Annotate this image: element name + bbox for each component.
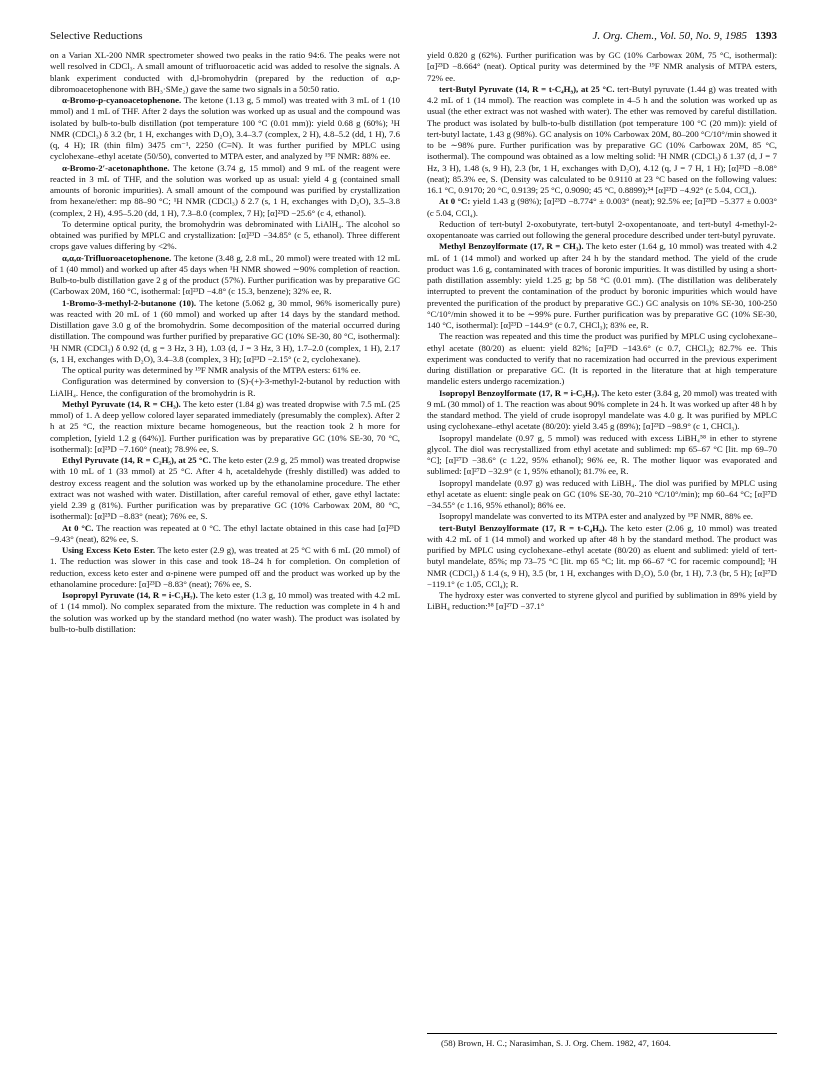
paragraph-text: yield 1.43 g (98%); [α]²³D −8.774° ± 0.003° (neat); 92.5% ee; [α]²³D −5.377 ± 0.003° (c 5.04, CCl₄). <box>427 196 777 218</box>
paragraph-text: Reduction of tert-butyl 2-oxobutyrate, tert-butyl 2-oxopentanoate, and tert-butyl 4-methyl-2-oxopentanoate was carried out following the general procedure described under tert-butyl pyruvate. <box>427 218 777 240</box>
paragraph <box>50 253 400 298</box>
running-title: Selective Reductions <box>50 30 143 42</box>
paragraph-text: Configuration was determined by conversion to (S)-(+)-3-methyl-2-butanol by reduction with LiAlH₄. Hence, the configuration of the bromohydrin is R. <box>50 376 400 398</box>
paragraph <box>50 50 400 95</box>
paragraph <box>50 365 400 376</box>
paragraph <box>427 50 777 84</box>
paragraph-heading: Isopropyl Pyruvate (14, R = i-C₃H₇). <box>62 590 198 600</box>
footnote-divider <box>427 1033 777 1034</box>
paragraph-heading: tert-Butyl Pyruvate (14, R = t-C₄H₉), at 25 °C. <box>439 83 615 94</box>
paragraph-text: To determine optical purity, the bromohydrin was debrominated with LiAlH₄. The alcohol so obtained was purified by MPLC and crystallization: [α]²³D −34.85° (c 5, ethanol). Three different crops gave values differing by <2%. <box>50 218 400 252</box>
paragraph-text: The keto ester (3.84 g, 20 mmol) was treated with 9 mL (30 mmol) of 1. The reaction was about 90% complete in 24 h. It was worked up after 48 h by the standard method. The yield of crude isopropyl mandelate was 4.0 g. It was purified by MPLC using cyclohexane–ethyl acetate (80/20): yield 3.45 g (89%); [α]²³D −98.9° (c 1, CHCl₃). <box>427 387 777 432</box>
running-header <box>50 30 777 46</box>
paragraph-text: The keto ester (1.64 g, 10 mmol) was treated with 4.2 mL of 1 (14 mmol) and worked up after 24 h by the standard method. The yield of the crude product was 1.6 g, contaminated with traces of boronic impurities. It was distilled by using a short-path distillation assembly: yield 1.25 g; bp 58 °C (0.01 mm). (The distillation was deliberately interrupted to prevent the contamination of the product by boronic impurities which would have prevented the purification of the product by preparative GC.) GC analysis on 10% SE-30, 100-250 °C/10°/min showed it to be ∼99% pure. Further purification was by preparative GC (10% SE-30, 140 °C, isothermal): [α]²³D −144.9° (c 0.7, CHCl₃); 83% ee, R. <box>427 241 777 330</box>
paragraph-text: The keto ester (2.9 g, 25 mmol) was treated dropwise with 10 mL of 1 (33 mmol) at 25 °C. After 4 h, acetaldehyde (freshly distilled) was added to destroy excess reagent and the solution was worked up by the ethanolamine procedure. The ether extract was not washed with water. Distillation, after careful removal of ether, gave ethyl lactate: yield 2.39 g (81%). Further purification was by preparative GC (10% Carbowax 20M, 80 °C, isothermal): [α]²⁵D −8.83° (neat); 76% ee, S. <box>50 455 400 522</box>
paragraph <box>50 163 400 219</box>
paragraph-text: Isopropyl mandelate (0.97 g, 5 mmol) was reduced with excess LiBH₄⁵⁸ in ether to styrene glycol. The diol was recrystallized from ethyl acetate and sublimed: mp 65–67 °C [lit. mp 69–70 °C]; [α]²⁷D −38.6° (c 1.22, 95% ethanol); 96% ee, R. The mother liquor was evaporated and sublimed: [α]²⁷D −32.9° (c 1, 95% ethanol); 81.7% ee, R. <box>427 432 777 477</box>
paragraph <box>50 399 400 455</box>
paragraph-text: The ketone (3.48 g, 2.8 mL, 20 mmol) were treated with 12 mL of 1 (40 mmol) and worked up after 45 days when ¹H NMR showed ∼90% completion of reaction. Bulb-to-bulb distillation gave 2 g of the product (57%). Further purification was by preparative GC (Carbowax 20M, 160 °C, isothermal: [α]²³D −4.8° (c 15.3, benzene); 32% ee, R. <box>50 252 400 297</box>
paragraph <box>427 241 777 331</box>
paragraph-heading: Ethyl Pyruvate (14, R = C₂H₅), at 25 °C. <box>62 455 211 465</box>
paragraph-text: The optical purity was determined by ¹⁹F NMR analysis of the MTPA esters: 61% ee. <box>62 365 361 375</box>
paragraph <box>50 376 400 399</box>
paragraph-heading: At 0 °C. <box>62 522 94 533</box>
paragraph <box>427 84 777 197</box>
paragraph-text: The reaction was repeated and this time the product was purified by MPLC using cyclohexane–ethyl acetate (80/20) as eluent: yield 82%; [α]²³D −143.6° (c 0.7, CHCl₃); 82.7% ee. This experiment was conducted to verify that no racemization had occurred in the previous experiment during distillation or preparative GC. (It is reported in the literature that at high temperature mandelic esters undergo racemization.) <box>427 331 777 387</box>
paragraph-text: The ketone (5.062 g, 30 mmol, 96% isomerically pure) was reacted with 20 mL of 1 (60 mmol) and worked up after 14 days by the standard method. Distillation gave 3.0 g of the bromohydrin. Some decomposition of the material occurred during distillation. The compound was further purified by preparative GC (10% SE-30, 80 °C, isothermal): ¹H NMR (CDCl₃) δ 0.92 (d, g = 3 Hz, 3 H), 1.03 (d, J = 3 Hz, 3 H), 1.7–2.0 (complex, 1 H), 2.17 (s, 1 H, exchanges with D₂O), 3.4–3.8 (complex, 3 H); [α]²³D −2.15° (c 2, cyclohexane). <box>50 297 400 364</box>
paragraph-heading: α,α,α-Trifluoroacetophenone. <box>62 252 172 263</box>
paragraph <box>427 523 777 591</box>
paragraph-text: Isopropyl mandelate was converted to its MTPA ester and analyzed by ¹⁹F NMR, 88% ee. <box>439 511 753 522</box>
paragraph <box>427 511 777 522</box>
paragraph-text: yield 0.820 g (62%). Further purification was by GC (10% Carbowax 20M, 75 °C, isothermal): [α]²³D −8.664° (neat). Optical purity was determined by the ¹⁹F NMR analysis of MTPA esters, 72% ee. <box>427 50 777 83</box>
paragraph <box>427 478 777 512</box>
right-column <box>427 50 777 613</box>
paragraph <box>50 298 400 366</box>
paragraph-text: The ketone (3.74 g, 15 mmol) and 9 mL of the reagent were reacted in 3 mL of THF, and the solution was worked up as usual: yield 4 g (contained small amounts of boronic impurities). A small amount of the compound was purified by crystallization from hexane/ether: mp 88–90 °C; ¹H NMR (CDCl₃) δ 2.7 (s, 1 H, exchanges with D₂O), 3.5–3.8 (complex, 2 H), 4.95–5.20 (dd, 1 H), 7.3–8.0 (complex, 7 H); [α]²³D −25.6° (c 4, ethanol). <box>50 162 400 218</box>
paragraph-text: The hydroxy ester was converted to styrene glycol and purified by sublimation in 89% yield by LiBH₄ reduction:⁵⁸ [α]²⁷D −37.1° <box>427 590 777 612</box>
paragraph <box>50 545 400 590</box>
paragraph-text: tert-Butyl pyruvate (1.44 g) was treated with 4.2 mL of 1 (14 mmol). The reaction was complete in 4–5 h and the solution was worked up as usual (the ether extract was not washed with water). The ether was removed by careful distillation. The product was isolated by bulb-to-bulb distillation (pot temperature 100 °C (20 mm)): yield of tert-butyl lactate, 1.43 g (98%). GC analysis on 10% Carbowax 20M, 80–200 °C/10°/min showed it to be ∼98% pure. Further purification was by preparative GC (10% Carbowax 20M, 85 °C, isothermal). The compound was obtained as a low melting solid: ¹H NMR (CDCl₃) δ 1.37 (d, J = 7 Hz, 3 H), 1.48 (s, 9 H), 2.3 (br, 1 H, exchanges with D₂O), 4.12 (q, J = 7 H, 1 H); [α]²³D −8.08° (neat); 85.3% ee, S. (Density was calculated to be 0.9110 at 23 °C based on the following values: 16.1 °C, 0.9170; 20 °C, 0.9139; 25 °C, 0.9090; 45 °C, 0.8899);³⁴ [α]²³D −4.92° (c 5.04, CCl₄). <box>427 83 777 195</box>
paragraph-text: The ketone (1.13 g, 5 mmol) was treated with 3 mL of 1 (10 mmol) and 1 mL of THF. After 2 days the solution was worked up as usual and the compound was isolated by bulb-to-bulb distillation (pot temperature 100 °C (0.01 mm)): yield 0.68 g (60%); ¹H NMR (CDCl₃) δ 3.2 (br, 1 H, exchanges with D₂O), 3.4–3.7 (complex, 2 H), 4.8–5.2 (dd, 1 H), 7.6 (q, 4 H); IR (thin film) 3475 cm⁻¹, 2250 (C≡N). It was further purified by MPLC using cyclohexane–ethyl acetate (50/50), converted to MTPA ester, and analyzed by ¹⁹F NMR: 88% ee. <box>50 95 400 162</box>
paragraph-heading: α-Bromo-2′-acetonaphthone. <box>62 162 170 173</box>
paragraph-heading: Methyl Benzoylformate (17, R = CH₃). <box>439 241 584 252</box>
paragraph-text: on a Varian XL-200 NMR spectrometer showed two peaks in the ratio 94:6. The peaks were not well resolved in CDCl₃. A small amount of trifluoroacetic acid was added to resolve the signals. A blank experiment conducted with d,l-bromohydrin (prepared by the reduction of α,p-dibromoacetophenone with BH₃·SMe₂) gave the same two signals in a 50:50 ratio. <box>50 50 400 94</box>
journal-citation <box>592 30 777 42</box>
journal-name: J. Org. Chem., Vol. 50, No. 9, 1985 <box>592 30 747 42</box>
paragraph-heading: Using Excess Keto Ester. <box>62 545 156 555</box>
paragraph-text: The keto ester (1.3 g, 10 mmol) was treated with 4.2 mL of 1 (14 mmol). No complex separated from the mixture. The reduction was complete in 4 h and the solution was worked up by the standard method (no water wash). The product was isolated by bulb-to-bulb distillation: <box>50 590 400 634</box>
paragraph <box>427 433 777 478</box>
paragraph-text: Isopropyl mandelate (0.97 g) was reduced with LiBH₄. The diol was purified by MPLC using ethyl acetate as eluent: single peak on GC (10% SE-30, 70–210 °C/10°/min); mp 60–64 °C; [α]²⁷D −34.55° (c 1.16, 95% ethanol); 86% ee. <box>427 477 777 510</box>
left-column <box>50 50 400 635</box>
paragraph <box>50 523 400 546</box>
paragraph <box>427 196 777 219</box>
paragraph <box>427 331 777 387</box>
paragraph-heading: Isopropyl Benzoylformate (17, R = i-C₃H₇). <box>439 387 600 398</box>
paragraph-text: The reaction was repeated at 0 °C. The ethyl lactate obtained in this case had [α]²³D −9.43° (neat), 82% ee, S. <box>50 522 400 544</box>
paragraph <box>50 95 400 163</box>
paragraph-text: The keto ester (2.9 g), was treated at 25 °C with 6 mL (20 mmol) of 1. The reduction was slower in this case and took 18–24 h for completion. On completion of reduction, excess keto ester and α-pinene were pumped off and the product was worked up by the ethanolamine procedure: [α]²³D −8.83° (neat); 76% ee, S. <box>50 545 400 589</box>
paragraph-heading: α-Bromo-p-cyanoacetophenone. <box>62 95 182 105</box>
paragraph <box>50 219 400 253</box>
footnote: (58) Brown, H. C.; Narasimhan, S. J. Org. Chem. 1982, 47, 1604. <box>441 1038 671 1048</box>
paragraph <box>50 455 400 523</box>
paragraph-heading: tert-Butyl Benzoylformate (17, R = t-C₄H₉). <box>439 522 607 533</box>
paragraph <box>427 219 777 242</box>
paragraph-heading: At 0 °C: <box>439 196 471 207</box>
paragraph-heading: Methyl Pyruvate (14, R = CH₃). <box>62 398 181 409</box>
paragraph <box>427 388 777 433</box>
paragraph-heading: 1-Bromo-3-methyl-2-butanone (10). <box>62 297 197 308</box>
paragraph-text: The keto ester (1.84 g) was treated dropwise with 7.5 mL (25 mmol) of 1. A deep yellow colored layer separated immediately (presumably the complex). After 2 h at 25 °C, the reaction mixture became homogeneous, but the reaction took 2 h more for completion, [yield 1.2 g (64%)]. Further purification was by preparative GC (10% SE-30, 70 °C, isothermal): [α]²⁵D −7.160° (neat); 78.9% ee, S. <box>50 398 400 454</box>
page-number: 1393 <box>755 30 777 42</box>
paragraph <box>50 590 400 635</box>
paragraph-text: The keto ester (2.06 g, 10 mmol) was treated with 4.2 mL of 1 (14 mmol) and worked up after 48 h by the standard method. The product was purified by MPLC using cyclohexane–ethyl acetate (80/20) as eluent and sublimed: yield of tert-butyl mandelate, 85%; mp 73–75 °C [lit. mp 65 °C; lit. mp 66–67 °C for racemic compound]; ¹H NMR (CDCl₃) δ 1.4 (s, 9 H), 3.5 (br, 1 H, exchanges with D₂O), 5.0 (br, 1 H), 7.3 (br, 5 H); [α]²⁷D −119.1° (c 1.05, CCl₄); R. <box>427 522 777 589</box>
paragraph <box>427 590 777 613</box>
